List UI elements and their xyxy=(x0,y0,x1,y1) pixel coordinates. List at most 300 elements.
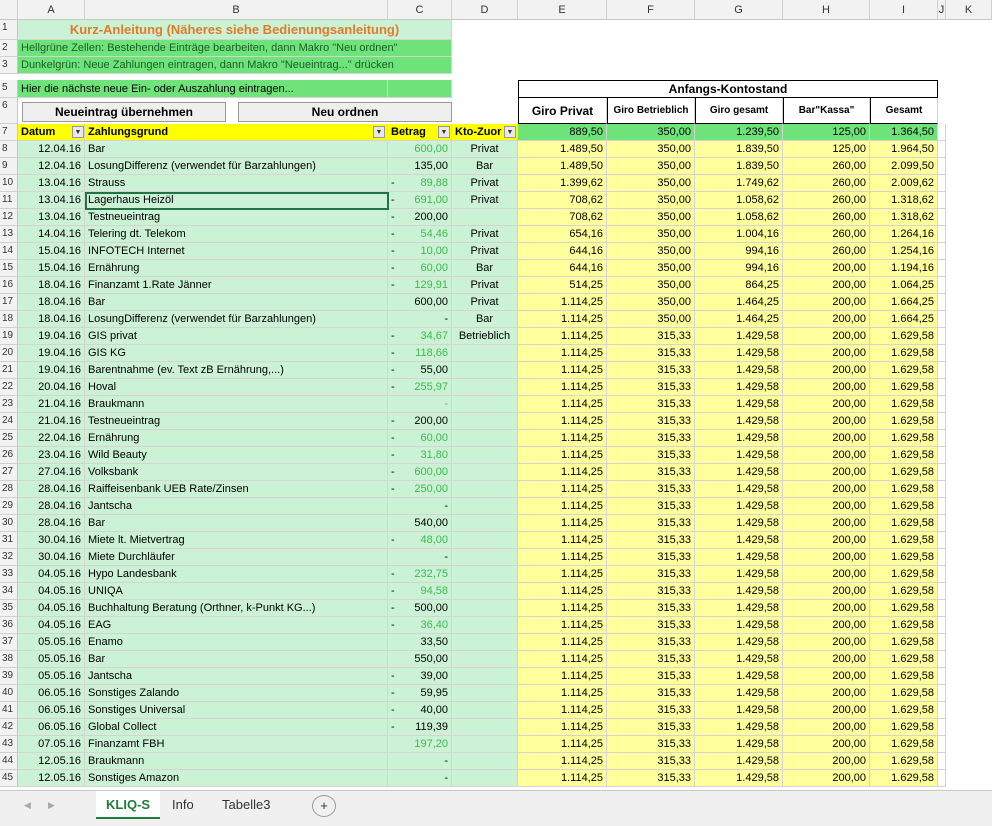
row-betrag[interactable] xyxy=(388,294,452,311)
row-date[interactable]: 28.04.16 xyxy=(18,515,85,532)
row-giro-betrieblich: 315,33 xyxy=(607,634,695,651)
row-betrag[interactable] xyxy=(388,362,452,379)
row-zahlungsgrund[interactable]: Ernährung xyxy=(85,430,388,447)
row-spacer-j xyxy=(938,566,946,583)
row-header[interactable]: 1 xyxy=(0,20,18,40)
table-header-kto-zuor[interactable]: Kto-Zuor xyxy=(452,124,518,141)
row-giro-privat: 1.114,25 xyxy=(518,396,607,413)
row-zahlungsgrund[interactable]: Jantscha xyxy=(85,498,388,515)
initial-balance-1[interactable]: 350,00 xyxy=(607,124,695,141)
row-giro-gesamt: 1.429,58 xyxy=(695,430,783,447)
row-header[interactable]: 42 xyxy=(0,719,18,736)
row-zahlungsgrund[interactable]: Hoval xyxy=(85,379,388,396)
row-betrag[interactable] xyxy=(388,345,452,362)
row-zahlungsgrund[interactable]: Volksbank xyxy=(85,464,388,481)
row-zahlungsgrund[interactable]: Sonstiges Universal xyxy=(85,702,388,719)
neueintrag-uebernehmen-button[interactable]: Neueintrag übernehmen xyxy=(22,102,226,122)
row-spacer-j xyxy=(938,243,946,260)
column-header-c[interactable]: C xyxy=(388,0,452,20)
row-zahlungsgrund[interactable]: Braukmann xyxy=(85,753,388,770)
row-date[interactable]: 30.04.16 xyxy=(18,532,85,549)
row-betrag[interactable] xyxy=(388,770,452,787)
row-header[interactable]: 44 xyxy=(0,753,18,770)
row-date[interactable]: 21.04.16 xyxy=(18,413,85,430)
column-header-b[interactable]: B xyxy=(85,0,388,20)
row-betrag[interactable] xyxy=(388,447,452,464)
row-zahlungsgrund[interactable]: Bar xyxy=(85,515,388,532)
row-date[interactable]: 28.04.16 xyxy=(18,498,85,515)
row-spacer-j xyxy=(938,651,946,668)
column-header-e[interactable]: E xyxy=(518,0,607,20)
row-betrag[interactable] xyxy=(388,668,452,685)
row-spacer-j xyxy=(938,328,946,345)
row-kto-zuor[interactable] xyxy=(452,209,518,226)
row-giro-betrieblich: 315,33 xyxy=(607,685,695,702)
row-date[interactable]: 06.05.16 xyxy=(18,685,85,702)
row-date[interactable]: 18.04.16 xyxy=(18,311,85,328)
row-betrag[interactable] xyxy=(388,549,452,566)
row-zahlungsgrund[interactable]: Bar xyxy=(85,141,388,158)
row-zahlungsgrund[interactable]: Sonstiges Zalando xyxy=(85,685,388,702)
row-zahlungsgrund[interactable]: Finanzamt 1.Rate Jänner xyxy=(85,277,388,294)
column-header-a[interactable]: A xyxy=(18,0,85,20)
row-date[interactable]: 30.04.16 xyxy=(18,549,85,566)
row-date[interactable]: 04.05.16 xyxy=(18,583,85,600)
row-date[interactable]: 07.05.16 xyxy=(18,736,85,753)
row-kto-zuor[interactable] xyxy=(452,651,518,668)
row-betrag-sign: - xyxy=(391,568,395,580)
row-date[interactable]: 05.05.16 xyxy=(18,634,85,651)
row-zahlungsgrund[interactable]: Miete lt. Mietvertrag xyxy=(85,532,388,549)
row-header[interactable]: 41 xyxy=(0,702,18,719)
row-kto-zuor[interactable] xyxy=(452,396,518,413)
row-bar-kassa: 260,00 xyxy=(783,192,870,209)
row-betrag-value: 197,20 xyxy=(414,738,448,750)
row-zahlungsgrund[interactable]: GIS privat xyxy=(85,328,388,345)
row-bar-kassa: 200,00 xyxy=(783,328,870,345)
row-zahlungsgrund[interactable]: Barentnahme (ev. Text zB Ernährung,...) xyxy=(85,362,388,379)
row-zahlungsgrund[interactable]: LosungDifferenz (verwendet für Barzahlungen) xyxy=(85,311,388,328)
row-betrag[interactable] xyxy=(388,226,452,243)
row-giro-betrieblich: 350,00 xyxy=(607,209,695,226)
row-header[interactable]: 6 xyxy=(0,98,18,124)
row-kto-zuor[interactable] xyxy=(452,770,518,787)
row-betrag-sign: - xyxy=(391,245,395,257)
tab-info[interactable]: Info xyxy=(172,797,194,812)
row-date[interactable]: 14.04.16 xyxy=(18,226,85,243)
row-giro-gesamt: 1.429,58 xyxy=(695,379,783,396)
row-date[interactable]: 05.05.16 xyxy=(18,651,85,668)
row-kto-zuor[interactable] xyxy=(452,481,518,498)
row-betrag[interactable] xyxy=(388,481,452,498)
row-bar-kassa: 200,00 xyxy=(783,651,870,668)
row-betrag[interactable] xyxy=(388,243,452,260)
row-betrag-sign: - xyxy=(391,364,395,376)
scroll-right-icon[interactable]: ▶ xyxy=(48,800,55,810)
row-zahlungsgrund[interactable]: EAG xyxy=(85,617,388,634)
row-date[interactable]: 12.05.16 xyxy=(18,753,85,770)
row-date[interactable]: 19.04.16 xyxy=(18,345,85,362)
row-header[interactable]: 31 xyxy=(0,532,18,549)
row-date[interactable]: 23.04.16 xyxy=(18,447,85,464)
row-gesamt: 1.629,58 xyxy=(870,634,938,651)
row-betrag[interactable] xyxy=(388,209,452,226)
column-header-g[interactable]: G xyxy=(695,0,783,20)
column-header-j[interactable]: J xyxy=(938,0,946,20)
row-zahlungsgrund[interactable]: Strauss xyxy=(85,175,388,192)
row-bar-kassa: 260,00 xyxy=(783,175,870,192)
row-header[interactable]: 7 xyxy=(0,124,18,141)
column-header-k[interactable]: K xyxy=(946,0,992,20)
row-betrag[interactable] xyxy=(388,192,452,209)
row-giro-betrieblich: 350,00 xyxy=(607,243,695,260)
filter-dropdown-betrag-icon[interactable]: ▼ xyxy=(438,126,450,138)
row-kto-zuor[interactable] xyxy=(452,430,518,447)
select-all-corner[interactable] xyxy=(0,0,18,20)
row-header[interactable]: 32 xyxy=(0,549,18,566)
column-header-i[interactable]: I xyxy=(870,0,938,20)
row-kto-zuor[interactable]: Privat xyxy=(452,226,518,243)
row-date[interactable]: 13.04.16 xyxy=(18,175,85,192)
row-betrag[interactable] xyxy=(388,566,452,583)
row-betrag[interactable] xyxy=(388,583,452,600)
row-kto-zuor[interactable]: Privat xyxy=(452,243,518,260)
row-betrag-sign: - xyxy=(391,211,395,223)
row-date[interactable]: 20.04.16 xyxy=(18,379,85,396)
row-header[interactable]: 22 xyxy=(0,379,18,396)
row-kto-zuor[interactable] xyxy=(452,583,518,600)
row-kto-zuor[interactable] xyxy=(452,617,518,634)
row-header[interactable]: 17 xyxy=(0,294,18,311)
neu-ordnen-button[interactable]: Neu ordnen xyxy=(238,102,452,122)
row-header[interactable]: 45 xyxy=(0,770,18,787)
row-date[interactable]: 06.05.16 xyxy=(18,702,85,719)
row-giro-privat: 1.114,25 xyxy=(518,430,607,447)
row-header[interactable]: 33 xyxy=(0,566,18,583)
row-bar-kassa: 200,00 xyxy=(783,549,870,566)
row-zahlungsgrund[interactable]: Testneueintrag xyxy=(85,209,388,226)
row-giro-privat: 1.489,50 xyxy=(518,158,607,175)
row-header[interactable]: 25 xyxy=(0,430,18,447)
row-kto-zuor[interactable] xyxy=(452,702,518,719)
row-giro-privat: 1.114,25 xyxy=(518,294,607,311)
table-header-datum[interactable]: Datum xyxy=(18,124,85,141)
row-header[interactable]: 36 xyxy=(0,617,18,634)
row-date[interactable]: 19.04.16 xyxy=(18,362,85,379)
row-kto-zuor[interactable] xyxy=(452,345,518,362)
row-zahlungsgrund[interactable]: Wild Beauty xyxy=(85,447,388,464)
row-header[interactable]: 37 xyxy=(0,634,18,651)
row-betrag[interactable] xyxy=(388,430,452,447)
row-betrag-value: 600,00 xyxy=(414,143,448,155)
row-spacer-j xyxy=(938,362,946,379)
row-kto-zuor[interactable] xyxy=(452,719,518,736)
entry-prompt-cell[interactable]: Hier die nächste neue Ein- oder Auszahlung eintragen... xyxy=(18,80,388,98)
row-date[interactable]: 15.04.16 xyxy=(18,260,85,277)
row-giro-betrieblich: 315,33 xyxy=(607,719,695,736)
row-giro-betrieblich: 350,00 xyxy=(607,141,695,158)
row-kto-zuor[interactable] xyxy=(452,736,518,753)
row-header[interactable]: 35 xyxy=(0,600,18,617)
scroll-left-icon[interactable]: ◀ xyxy=(24,800,31,810)
add-sheet-icon[interactable]: + xyxy=(312,795,336,817)
row-date[interactable]: 15.04.16 xyxy=(18,243,85,260)
row-betrag[interactable] xyxy=(388,617,452,634)
row-zahlungsgrund[interactable]: Bar xyxy=(85,651,388,668)
row-betrag[interactable] xyxy=(388,311,452,328)
row-betrag[interactable] xyxy=(388,515,452,532)
row-kto-zuor[interactable] xyxy=(452,549,518,566)
row-header[interactable]: 27 xyxy=(0,464,18,481)
filter-dropdown-kto-zuor-icon[interactable]: ▼ xyxy=(504,126,516,138)
row-betrag[interactable] xyxy=(388,413,452,430)
row-betrag-value: - xyxy=(444,398,448,410)
row-header[interactable]: 9 xyxy=(0,158,18,175)
row-zahlungsgrund[interactable]: Global Collect xyxy=(85,719,388,736)
row-betrag[interactable] xyxy=(388,379,452,396)
row-kto-zuor[interactable]: Privat xyxy=(452,192,518,209)
row-zahlungsgrund[interactable]: Hypo Landesbank xyxy=(85,566,388,583)
row-giro-privat: 1.114,25 xyxy=(518,464,607,481)
row-header[interactable]: 34 xyxy=(0,583,18,600)
row-betrag[interactable] xyxy=(388,158,452,175)
row-kto-zuor[interactable] xyxy=(452,566,518,583)
row-betrag[interactable] xyxy=(388,736,452,753)
row-kto-zuor[interactable] xyxy=(452,447,518,464)
row-header[interactable]: 43 xyxy=(0,736,18,753)
row-header[interactable]: 19 xyxy=(0,328,18,345)
row-giro-privat: 1.489,50 xyxy=(518,141,607,158)
row-giro-gesamt: 1.429,58 xyxy=(695,362,783,379)
row-kto-zuor[interactable]: Privat xyxy=(452,141,518,158)
row-date[interactable]: 22.04.16 xyxy=(18,430,85,447)
row-betrag-value: 255,97 xyxy=(414,381,448,393)
row-date[interactable]: 04.05.16 xyxy=(18,600,85,617)
row-giro-betrieblich: 315,33 xyxy=(607,549,695,566)
row-betrag[interactable] xyxy=(388,651,452,668)
row-date[interactable]: 12.04.16 xyxy=(18,141,85,158)
row-header[interactable]: 3 xyxy=(0,57,18,74)
row-spacer-j xyxy=(938,617,946,634)
row-header[interactable]: 24 xyxy=(0,413,18,430)
row-header[interactable]: 30 xyxy=(0,515,18,532)
row-header[interactable]: 23 xyxy=(0,396,18,413)
filter-dropdown-datum-icon[interactable]: ▼ xyxy=(72,126,84,138)
row-header[interactable]: 13 xyxy=(0,226,18,243)
row-kto-zuor[interactable] xyxy=(452,668,518,685)
initial-balance-2[interactable]: 1.239,50 xyxy=(695,124,783,141)
row-zahlungsgrund[interactable]: Finanzamt FBH xyxy=(85,736,388,753)
row-header[interactable]: 29 xyxy=(0,498,18,515)
filter-dropdown-zahlungsgrund-icon[interactable]: ▼ xyxy=(373,126,385,138)
row-giro-gesamt: 1.464,25 xyxy=(695,311,783,328)
row-header[interactable]: 28 xyxy=(0,481,18,498)
row-date[interactable]: 28.04.16 xyxy=(18,481,85,498)
row-header[interactable]: 18 xyxy=(0,311,18,328)
row-kto-zuor[interactable] xyxy=(452,379,518,396)
row-kto-zuor[interactable]: Privat xyxy=(452,294,518,311)
row-kto-zuor[interactable]: Privat xyxy=(452,175,518,192)
row-giro-privat: 708,62 xyxy=(518,209,607,226)
row-betrag[interactable] xyxy=(388,719,452,736)
row-zahlungsgrund[interactable]: Testneueintrag xyxy=(85,413,388,430)
row-zahlungsgrund[interactable]: INFOTECH Internet xyxy=(85,243,388,260)
row-spacer-j xyxy=(938,685,946,702)
row-gesamt: 1.964,50 xyxy=(870,141,938,158)
row-gesamt: 1.629,58 xyxy=(870,668,938,685)
row-kto-zuor[interactable] xyxy=(452,413,518,430)
row-header[interactable]: 20 xyxy=(0,345,18,362)
row-betrag-value: 250,00 xyxy=(414,483,448,495)
row-giro-privat: 1.114,25 xyxy=(518,379,607,396)
row-kto-zuor[interactable] xyxy=(452,634,518,651)
row-giro-betrieblich: 315,33 xyxy=(607,447,695,464)
table-header-betrag[interactable]: Betrag xyxy=(388,124,452,141)
row-betrag[interactable] xyxy=(388,498,452,515)
row-date[interactable]: 27.04.16 xyxy=(18,464,85,481)
row-betrag[interactable] xyxy=(388,464,452,481)
row-gesamt: 1.629,58 xyxy=(870,532,938,549)
initial-balance-0[interactable]: 889,50 xyxy=(518,124,607,141)
row-header[interactable]: 11 xyxy=(0,192,18,209)
row-spacer-j xyxy=(938,600,946,617)
row-betrag[interactable] xyxy=(388,532,452,549)
row-date[interactable]: 12.05.16 xyxy=(18,770,85,787)
row-betrag-sign: - xyxy=(391,449,395,461)
row-betrag[interactable] xyxy=(388,685,452,702)
selected-cell-outline xyxy=(85,192,389,210)
row-betrag[interactable] xyxy=(388,328,452,345)
row-kto-zuor[interactable] xyxy=(452,362,518,379)
row-kto-zuor[interactable]: Bar xyxy=(452,158,518,175)
column-header-d[interactable]: D xyxy=(452,0,518,20)
row-betrag[interactable] xyxy=(388,175,452,192)
row-date[interactable]: 05.05.16 xyxy=(18,668,85,685)
row-betrag[interactable] xyxy=(388,634,452,651)
row-gesamt: 1.629,58 xyxy=(870,447,938,464)
row-kto-zuor[interactable] xyxy=(452,600,518,617)
table-header-zahlungsgrund[interactable]: Zahlungsgrund xyxy=(85,124,388,141)
row-betrag[interactable] xyxy=(388,753,452,770)
row-zahlungsgrund[interactable]: LosungDifferenz (verwendet für Barzahlungen) xyxy=(85,158,388,175)
row-date[interactable]: 04.05.16 xyxy=(18,617,85,634)
row-betrag-value: 129,91 xyxy=(414,279,448,291)
row-giro-gesamt: 864,25 xyxy=(695,277,783,294)
row-zahlungsgrund[interactable]: Telering dt. Telekom xyxy=(85,226,388,243)
row-betrag[interactable] xyxy=(388,600,452,617)
row-date[interactable]: 21.04.16 xyxy=(18,396,85,413)
row-kto-zuor[interactable] xyxy=(452,515,518,532)
row-kto-zuor[interactable] xyxy=(452,498,518,515)
row-giro-privat: 1.114,25 xyxy=(518,583,607,600)
row-gesamt: 1.629,58 xyxy=(870,685,938,702)
row-bar-kassa: 260,00 xyxy=(783,158,870,175)
row-zahlungsgrund[interactable]: Miete Durchläufer xyxy=(85,549,388,566)
row-header[interactable]: 16 xyxy=(0,277,18,294)
column-header-h[interactable]: H xyxy=(783,0,870,20)
row-header[interactable]: 10 xyxy=(0,175,18,192)
row-header[interactable]: 2 xyxy=(0,40,18,57)
tab-kliq-s[interactable]: KLIQ-S xyxy=(96,791,160,819)
row-date[interactable]: 06.05.16 xyxy=(18,719,85,736)
row-zahlungsgrund[interactable]: Sonstiges Amazon xyxy=(85,770,388,787)
row-giro-betrieblich: 350,00 xyxy=(607,226,695,243)
row-header[interactable]: 38 xyxy=(0,651,18,668)
tab-tabelle3[interactable]: Tabelle3 xyxy=(222,797,271,812)
row-zahlungsgrund[interactable]: UNIQA xyxy=(85,583,388,600)
row-header[interactable]: 15 xyxy=(0,260,18,277)
initial-balance-3[interactable]: 125,00 xyxy=(783,124,870,141)
row-spacer-j xyxy=(938,158,946,175)
row-spacer-j xyxy=(938,294,946,311)
row-kto-zuor[interactable] xyxy=(452,464,518,481)
row-date[interactable]: 13.04.16 xyxy=(18,209,85,226)
row-betrag-sign: - xyxy=(391,534,395,546)
row-betrag[interactable] xyxy=(388,260,452,277)
row-giro-gesamt: 1.429,58 xyxy=(695,464,783,481)
row-kto-zuor[interactable]: Betrieblich xyxy=(452,328,518,345)
row-zahlungsgrund[interactable]: Braukmann xyxy=(85,396,388,413)
row-kto-zuor[interactable] xyxy=(452,532,518,549)
row-betrag-value: 200,00 xyxy=(414,415,448,427)
row-date[interactable]: 18.04.16 xyxy=(18,294,85,311)
row-zahlungsgrund[interactable]: Ernährung xyxy=(85,260,388,277)
row-betrag-sign: - xyxy=(391,687,395,699)
row-header[interactable]: 8 xyxy=(0,141,18,158)
row-zahlungsgrund[interactable]: Enamo xyxy=(85,634,388,651)
row-kto-zuor[interactable] xyxy=(452,685,518,702)
row-header[interactable]: 40 xyxy=(0,685,18,702)
row-zahlungsgrund[interactable]: Jantscha xyxy=(85,668,388,685)
row-bar-kassa: 200,00 xyxy=(783,311,870,328)
row-zahlungsgrund[interactable]: Raiffeisenbank UEB Rate/Zinsen xyxy=(85,481,388,498)
row-betrag[interactable] xyxy=(388,277,452,294)
row-header[interactable]: 5 xyxy=(0,80,18,98)
entry-amount-cell[interactable] xyxy=(388,80,452,98)
row-betrag[interactable] xyxy=(388,396,452,413)
column-header-f[interactable]: F xyxy=(607,0,695,20)
row-date[interactable]: 12.04.16 xyxy=(18,158,85,175)
row-kto-zuor[interactable]: Bar xyxy=(452,260,518,277)
row-betrag[interactable] xyxy=(388,141,452,158)
row-gesamt: 1.629,58 xyxy=(870,566,938,583)
row-date[interactable]: 19.04.16 xyxy=(18,328,85,345)
row-kto-zuor[interactable]: Privat xyxy=(452,277,518,294)
row-kto-zuor[interactable]: Bar xyxy=(452,311,518,328)
row-header[interactable]: 21 xyxy=(0,362,18,379)
instructions-line-1: Hellgrüne Zellen: Bestehende Einträge bearbeiten, dann Makro "Neu ordnen" xyxy=(18,40,452,57)
row-betrag-value: 691,00 xyxy=(414,194,448,206)
row-zahlungsgrund[interactable]: Buchhaltung Beratung (Orthner, k-Punkt KG...) xyxy=(85,600,388,617)
row-giro-gesamt: 1.429,58 xyxy=(695,549,783,566)
row-betrag[interactable] xyxy=(388,702,452,719)
row-header[interactable]: 39 xyxy=(0,668,18,685)
row-zahlungsgrund[interactable]: GIS KG xyxy=(85,345,388,362)
row-header[interactable]: 14 xyxy=(0,243,18,260)
row-giro-betrieblich: 315,33 xyxy=(607,532,695,549)
row-header[interactable]: 12 xyxy=(0,209,18,226)
row-kto-zuor[interactable] xyxy=(452,753,518,770)
row-date[interactable]: 18.04.16 xyxy=(18,277,85,294)
row-giro-betrieblich: 315,33 xyxy=(607,566,695,583)
row-date[interactable]: 13.04.16 xyxy=(18,192,85,209)
row-zahlungsgrund[interactable]: Bar xyxy=(85,294,388,311)
initial-balance-4[interactable]: 1.364,50 xyxy=(870,124,938,141)
row-giro-gesamt: 994,16 xyxy=(695,260,783,277)
row-header[interactable]: 26 xyxy=(0,447,18,464)
row-zahlungsgrund[interactable]: Lagerhaus Heizöl xyxy=(85,192,388,209)
row-date[interactable]: 04.05.16 xyxy=(18,566,85,583)
